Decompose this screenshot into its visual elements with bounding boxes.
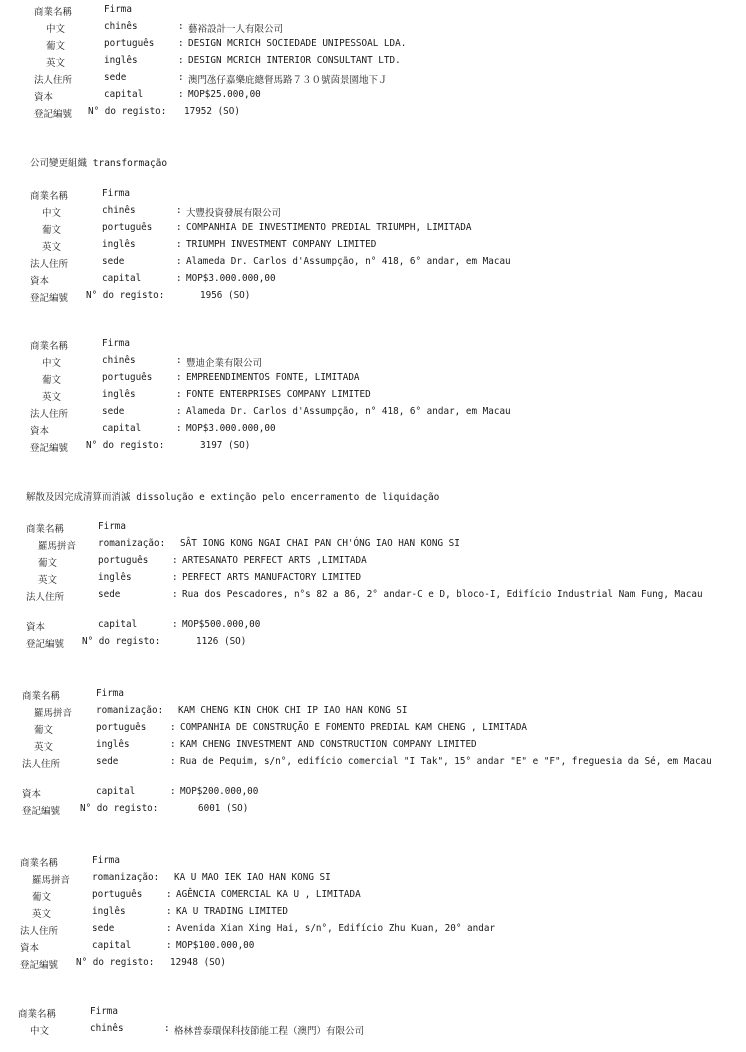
capital-label-pt: capital [96,786,136,797]
firma-label-zh: 商業名稱 [20,858,59,869]
firma-label-pt: Firma [104,4,132,15]
portugues-label-pt: português [102,372,153,383]
firma-label-zh: 商業名稱 [22,691,61,702]
colon: : [176,273,182,284]
ingles-label-zh: 英文 [34,742,54,753]
chines-label-zh: 中文 [42,358,62,369]
capital-label-pt: capital [92,940,132,951]
romanized-name-value: KA U MAO IEK IAO HAN KONG SI [174,872,331,883]
registo-value: 1126 (SO) [196,636,247,647]
portuguese-name-value: ARTESANATO PERFECT ARTS ,LIMITADA [182,555,367,566]
colon: : [176,205,182,216]
sede-value: Rua dos Pescadores, n°s 82 a 86, 2° andar-C e D, bloco-I, Edifício Industrial Nam Fung, Macau [182,589,703,600]
portuguese-name-value: AGÊNCIA COMERCIAL KA U , LIMITADA [176,889,361,900]
sede-label-pt: sede [102,406,125,417]
capital-label-zh: 資本 [34,92,54,103]
romanizacao-label-pt: romanização: [92,872,160,883]
colon: : [176,239,182,250]
chines-label-pt: chinês [90,1023,124,1034]
english-name-value: FONTE ENTERPRISES COMPANY LIMITED [186,389,371,400]
capital-label-zh: 資本 [26,622,46,633]
capital-value: MOP$25.000,00 [188,89,261,100]
portuguese-name-value: EMPREENDIMENTOS FONTE, LIMITADA [186,372,360,383]
portuguese-name-value: DESIGN MCRICH SOCIEDADE UNIPESSOAL LDA. [188,38,407,49]
ingles-label-pt: inglês [102,389,136,400]
portugues-label-zh: 葡文 [38,558,58,569]
capital-value: MOP$200.000,00 [180,786,259,797]
firma-label-zh: 商業名稱 [30,341,69,352]
ingles-label-pt: inglês [102,239,136,250]
firma-label-pt: Firma [96,688,124,699]
ingles-label-zh: 英文 [42,392,62,403]
chines-label-zh: 中文 [42,208,62,219]
firma-label-zh: 商業名稱 [26,524,65,535]
registo-value: 6001 (SO) [198,803,249,814]
firma-label-pt: Firma [92,855,120,866]
colon: : [176,389,182,400]
chinese-name-value: 大豐投資發展有限公司 [186,208,282,219]
colon: : [166,889,172,900]
section-heading-zh: 公司變更組織 [30,158,88,169]
portugues-label-zh: 葡文 [46,41,66,52]
portuguese-name-value: COMPANHIA DE CONSTRUÇÃO E FOMENTO PREDIAL KAM CHENG , LIMITADA [180,722,528,733]
colon: : [178,55,184,66]
ingles-label-pt: inglês [96,739,130,750]
romanizacao-label-zh: 羅馬拼音 [34,708,73,719]
romanizacao-label-zh: 羅馬拼音 [32,875,71,886]
capital-label-zh: 資本 [22,789,42,800]
english-name-value: PERFECT ARTS MANUFACTORY LIMITED [182,572,362,583]
capital-value: MOP$100.000,00 [176,940,255,951]
colon: : [170,739,176,750]
section-heading-pt: dissolução e extinção pelo encerramento de liquidação [136,492,440,503]
portuguese-name-value: COMPANHIA DE INVESTIMENTO PREDIAL TRIUMPH, LIMITADA [186,222,472,233]
english-name-value: KA U TRADING LIMITED [176,906,288,917]
chines-label-zh: 中文 [30,1026,50,1037]
sede-label-pt: sede [102,256,125,267]
colon: : [178,72,184,83]
capital-label-zh: 資本 [20,943,40,954]
firma-label-zh: 商業名稱 [30,191,69,202]
colon: : [176,423,182,434]
sede-label-zh: 法人住所 [30,259,69,270]
portugues-label-pt: português [96,722,147,733]
section-heading-dissolucao [26,489,439,503]
colon: : [166,923,172,934]
firma-label-pt: Firma [90,1006,118,1017]
chines-label-pt: chinês [104,21,138,32]
capital-value: MOP$3.000.000,00 [186,273,276,284]
registo-label-pt: N° do registo: [76,957,155,968]
colon: : [170,756,176,767]
ingles-label-zh: 英文 [32,909,52,920]
registo-value: 12948 (SO) [170,957,226,968]
capital-value: MOP$500.000,00 [182,619,261,630]
colon: : [164,1023,170,1034]
ingles-label-pt: inglês [104,55,138,66]
sede-value: Alameda Dr. Carlos d'Assumpção, n° 418, 6° andar, em Macau [186,256,511,267]
romanized-name-value: KAM CHENG KIN CHOK CHI IP IAO HAN KONG SI [178,705,408,716]
colon: : [178,38,184,49]
registo-value: 3197 (SO) [200,440,251,451]
sede-label-pt: sede [104,72,127,83]
colon: : [170,786,176,797]
sede-label-zh: 法人住所 [22,759,61,770]
ingles-label-zh: 英文 [42,242,62,253]
english-name-value: TRIUMPH INVESTMENT COMPANY LIMITED [186,239,377,250]
capital-label-pt: capital [104,89,144,100]
colon: : [166,906,172,917]
registo-label-zh: 登記編號 [20,960,59,971]
colon: : [178,21,184,32]
romanizacao-label-pt: romanização: [98,538,166,549]
firma-label-pt: Firma [98,521,126,532]
registo-label-zh: 登記編號 [22,806,61,817]
sede-label-zh: 法人住所 [34,75,73,86]
ingles-label-zh: 英文 [46,58,66,69]
registo-label-pt: N° do registo: [86,440,165,451]
chinese-name-value: 藝裕設計一人有限公司 [188,24,284,35]
sede-value: Avenida Xian Xing Hai, s/n°, Edifício Zhu Kuan, 20° andar [176,923,496,934]
colon: : [172,572,178,583]
colon: : [176,256,182,267]
sede-value: Rua de Pequim, s/n°, edifício comercial "I Tak", 15° andar "E" e "F", freguesia da Sé, em Macau [180,756,712,767]
section-heading-zh: 解散及因完成清算而消滅 [26,492,131,503]
registo-value: 17952 (SO) [184,106,240,117]
capital-label-zh: 資本 [30,276,50,287]
capital-label-pt: capital [102,273,142,284]
english-name-value: DESIGN MCRICH INTERIOR CONSULTANT LTD. [188,55,401,66]
sede-label-pt: sede [98,589,121,600]
capital-label-pt: capital [98,619,138,630]
romanized-name-value: SÂT IONG KONG NGAI CHAI PAN CH'ÓNG IAO HAN KONG SI [180,538,460,549]
portugues-label-zh: 葡文 [42,375,62,386]
registo-value: 1956 (SO) [200,290,251,301]
ingles-label-zh: 英文 [38,575,58,586]
colon: : [172,589,178,600]
chines-label-pt: chinês [102,205,136,216]
registo-label-zh: 登記編號 [30,443,69,454]
section-heading-transformacao [30,155,167,169]
registo-label-pt: N° do registo: [88,106,167,117]
sede-label-zh: 法人住所 [26,592,65,603]
portugues-label-zh: 葡文 [42,225,62,236]
chines-label-zh: 中文 [46,24,66,35]
portugues-label-zh: 葡文 [34,725,54,736]
firma-label-pt: Firma [102,338,130,349]
colon: : [176,406,182,417]
ingles-label-pt: inglês [98,572,132,583]
portugues-label-pt: português [104,38,155,49]
sede-label-pt: sede [96,756,119,767]
chines-label-pt: chinês [102,355,136,366]
registo-label-zh: 登記編號 [34,109,73,120]
firma-label-zh: 商業名稱 [34,7,73,18]
capital-label-zh: 資本 [30,426,50,437]
romanizacao-label-zh: 羅馬拼音 [38,541,77,552]
sede-value: Alameda Dr. Carlos d'Assumpção, n° 418, 6° andar, em Macau [186,406,511,417]
portugues-label-pt: português [92,889,143,900]
colon: : [172,619,178,630]
sede-value: 澳門氹仔嘉樂庇總督馬路７３０號茵景園地下Ｊ [188,75,388,86]
chinese-name-value: 豐迪企業有限公司 [186,358,263,369]
colon: : [166,940,172,951]
colon: : [176,222,182,233]
sede-label-zh: 法人住所 [20,926,59,937]
section-heading-pt: transformação [92,158,168,169]
registo-label-pt: N° do registo: [82,636,161,647]
romanizacao-label-pt: romanização: [96,705,164,716]
portugues-label-pt: português [102,222,153,233]
chinese-name-value: 格林普泰環保科技節能工程（澳門）有限公司 [174,1026,365,1037]
registo-label-zh: 登記編號 [30,293,69,304]
colon: : [176,355,182,366]
colon: : [170,722,176,733]
capital-value: MOP$3.000.000,00 [186,423,276,434]
colon: : [172,555,178,566]
firma-label-pt: Firma [102,188,130,199]
english-name-value: KAM CHENG INVESTMENT AND CONSTRUCTION COMPANY LIMITED [180,739,477,750]
colon: : [176,372,182,383]
portugues-label-zh: 葡文 [32,892,52,903]
registo-label-pt: N° do registo: [80,803,159,814]
firma-label-zh: 商業名稱 [18,1009,57,1020]
sede-label-zh: 法人住所 [30,409,69,420]
portugues-label-pt: português [98,555,149,566]
ingles-label-pt: inglês [92,906,126,917]
registo-label-pt: N° do registo: [86,290,165,301]
registo-label-zh: 登記編號 [26,639,65,650]
sede-label-pt: sede [92,923,115,934]
colon: : [178,89,184,100]
capital-label-pt: capital [102,423,142,434]
